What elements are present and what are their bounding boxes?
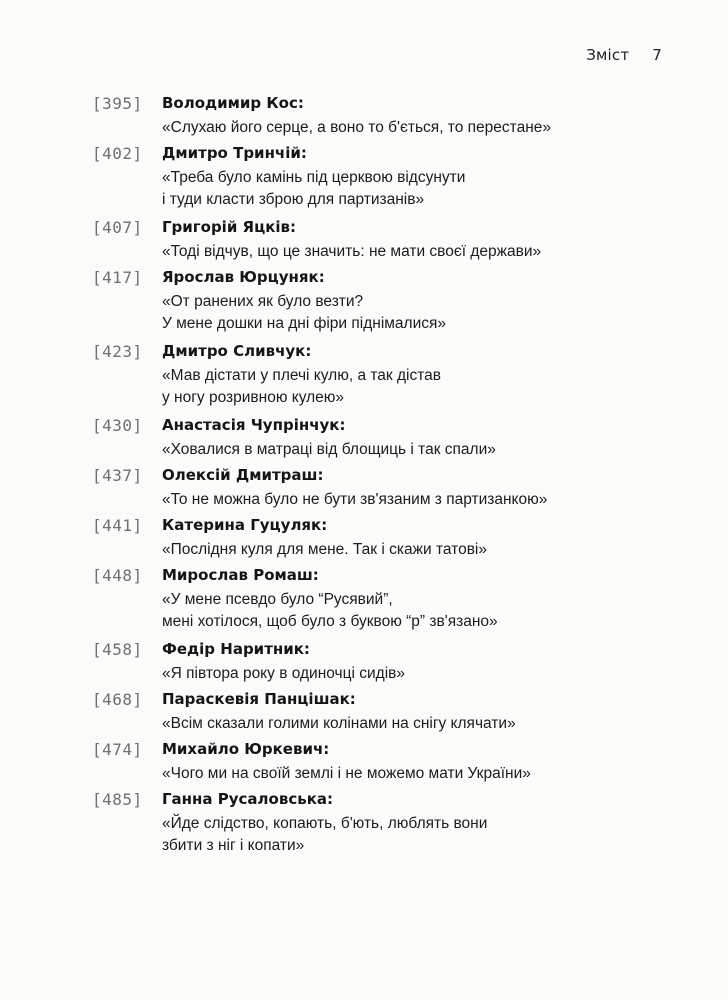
quote-line: «Чого ми на своїй землі і не можемо мати України» <box>162 765 531 782</box>
running-head <box>586 46 662 64</box>
page-reference: [448] <box>92 566 143 585</box>
toc-entry <box>0 688 728 738</box>
page-reference: [437] <box>92 466 143 485</box>
author-name: Олексій Дмитраш: <box>162 466 324 484</box>
quote-line: «Я півтора року в одиночці сидів» <box>162 665 406 682</box>
quote-line: «Всім сказали голими колінами на снігу клячати» <box>162 715 516 732</box>
toc-entry <box>0 266 728 340</box>
quote-line: збити з ніг і копати» <box>162 837 305 854</box>
quote-line: «Послідня куля для мене. Так і скажи татові» <box>162 541 487 558</box>
author-name: Параскевія Панцішак: <box>162 690 356 708</box>
page-reference: [417] <box>92 268 143 287</box>
page-reference: [395] <box>92 94 143 113</box>
page-reference: [458] <box>92 640 143 659</box>
page-reference: [441] <box>92 516 143 535</box>
toc-entry <box>0 414 728 464</box>
toc-entry <box>0 142 728 216</box>
toc-entry <box>0 638 728 688</box>
page-number: 7 <box>652 46 662 64</box>
page-reference: [485] <box>92 790 143 809</box>
toc-entry <box>0 514 728 564</box>
toc-entry <box>0 564 728 638</box>
quote <box>162 539 662 561</box>
toc-entry <box>0 216 728 266</box>
page-reference: [402] <box>92 144 143 163</box>
quote <box>162 663 662 685</box>
author-name: Григорій Яцків: <box>162 218 297 236</box>
section-title: Зміст <box>586 46 630 64</box>
quote-line: «Ховалися в матраці від блощиць і так спали» <box>162 441 496 458</box>
quote <box>162 117 662 139</box>
author-name: Катерина Гуцуляк: <box>162 516 328 534</box>
author-name: Анастасія Чупрінчук: <box>162 416 346 434</box>
page-reference: [407] <box>92 218 143 237</box>
quote <box>162 713 662 735</box>
quote-line: «У мене псевдо було “Русявий”, <box>162 591 393 608</box>
quote-line: «Тоді відчув, що це значить: не мати своєї держави» <box>162 243 542 260</box>
page-reference: [468] <box>92 690 143 709</box>
quote-line: і туди класти зброю для партизанів» <box>162 191 425 208</box>
quote <box>162 489 662 511</box>
quote <box>162 291 662 335</box>
quote-line: «Йде слідство, копають, б'ють, люблять вони <box>162 815 488 832</box>
toc-entry <box>0 738 728 788</box>
page-reference: [423] <box>92 342 143 361</box>
quote <box>162 167 662 211</box>
quote-line: «То не можна було не бути зв'язаним з партизанкою» <box>162 491 548 508</box>
page-reference: [430] <box>92 416 143 435</box>
quote-line: у ногу розривною кулею» <box>162 389 345 406</box>
quote-line: У мене дошки на дні фіри піднімалися» <box>162 315 447 332</box>
quote-line: «Слухаю його серце, а воно то б'ється, то перестане» <box>162 119 552 136</box>
quote <box>162 439 662 461</box>
quote <box>162 589 662 633</box>
author-name: Михайло Юркевич: <box>162 740 330 758</box>
quote-line: «Треба було камінь під церквою відсунути <box>162 169 466 186</box>
toc-entry <box>0 788 728 862</box>
quote <box>162 813 662 857</box>
quote-line: мені хотілося, щоб було з буквою “р” зв'язано» <box>162 613 498 630</box>
toc-entry <box>0 340 728 414</box>
quote <box>162 365 662 409</box>
author-name: Мирослав Ромаш: <box>162 566 319 584</box>
page-reference: [474] <box>92 740 143 759</box>
author-name: Ганна Русаловська: <box>162 790 333 808</box>
quote-line: «От ранених як було везти? <box>162 293 364 310</box>
toc-entry <box>0 464 728 514</box>
author-name: Федір Наритник: <box>162 640 310 658</box>
quote <box>162 241 662 263</box>
author-name: Дмитро Сливчук: <box>162 342 312 360</box>
quote-line: «Мав дістати у плечі кулю, а так дістав <box>162 367 442 384</box>
author-name: Ярослав Юрцуняк: <box>162 268 325 286</box>
toc-entry <box>0 92 728 142</box>
author-name: Дмитро Тринчій: <box>162 144 307 162</box>
table-of-contents <box>0 92 728 862</box>
quote <box>162 763 662 785</box>
author-name: Володимир Кос: <box>162 94 304 112</box>
